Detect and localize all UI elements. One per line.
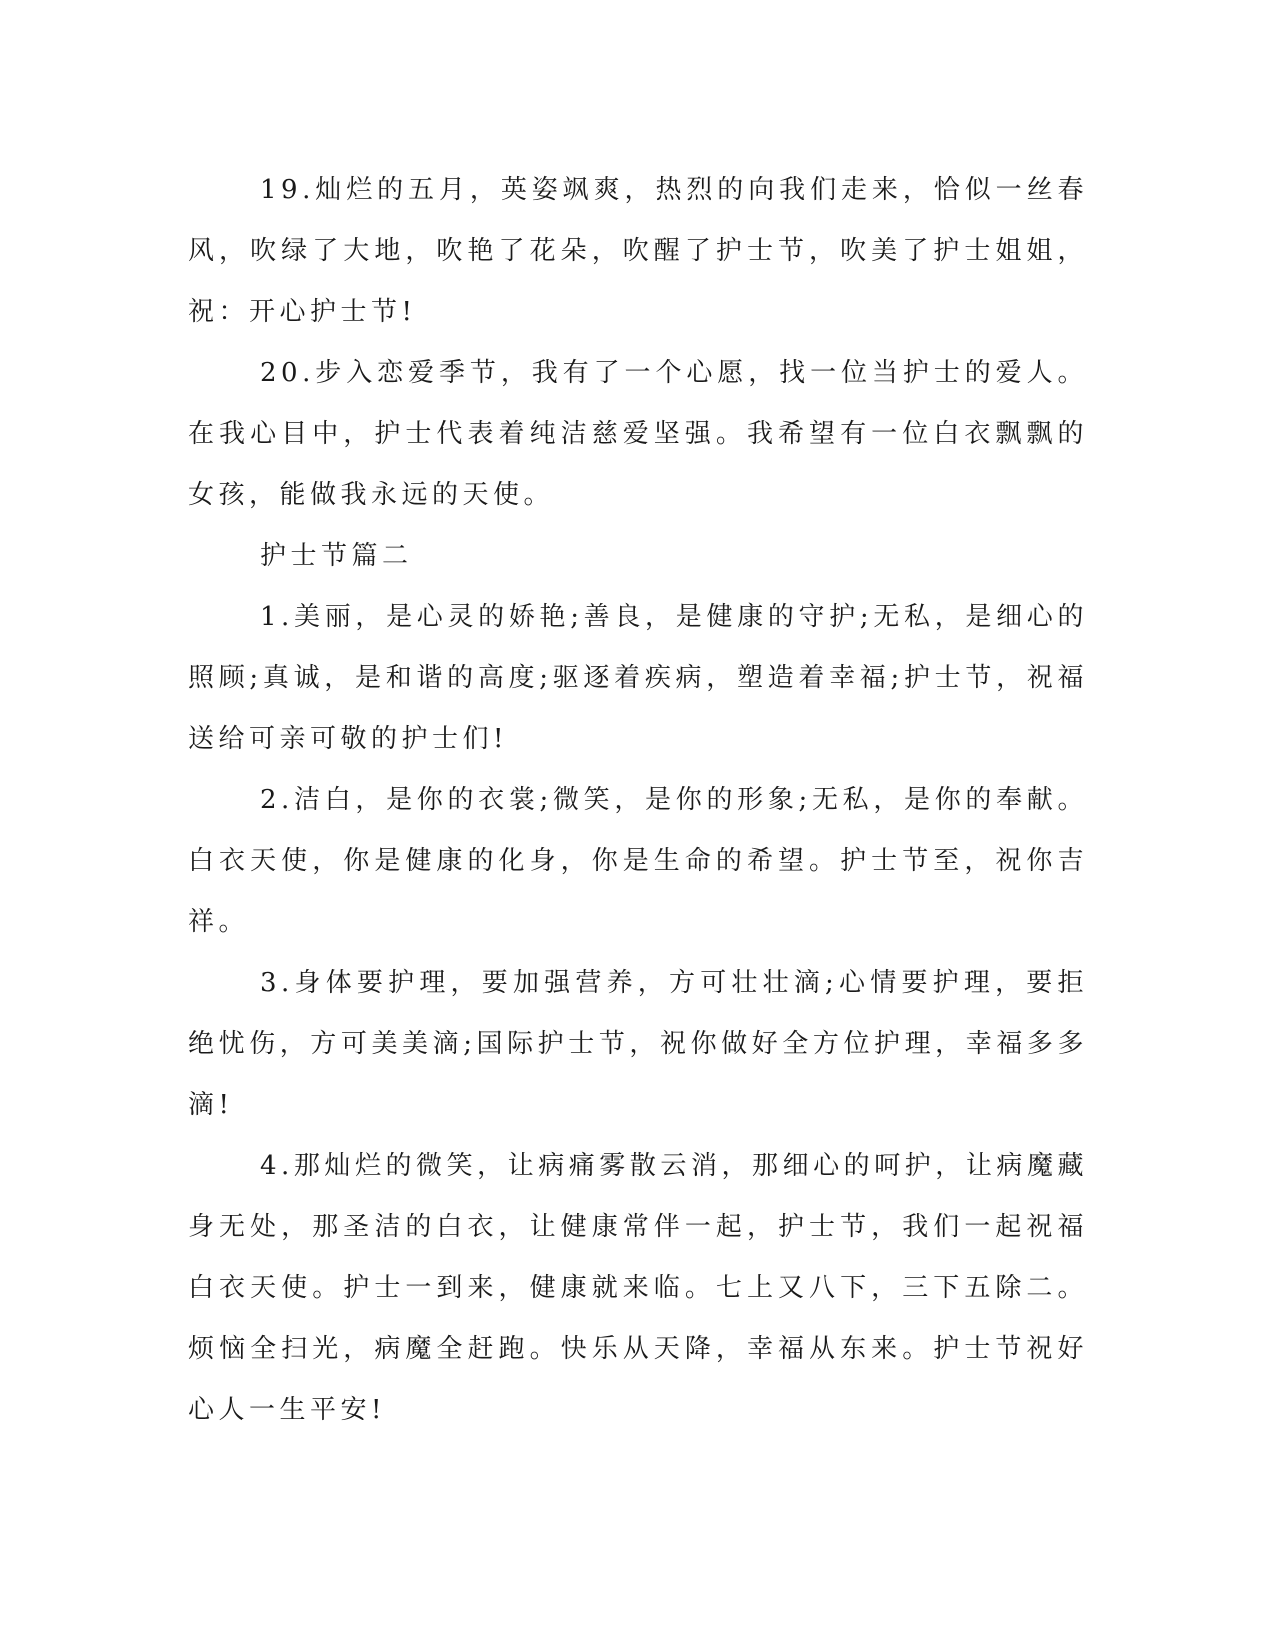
paragraph-2: 2.洁白，是你的衣裳;微笑，是你的形象;无私，是你的奉献。白衣天使，你是健康的化身，你是生命的希望。护士节至，祝你吉祥。	[188, 785, 1088, 937]
document-body	[188, 160, 1088, 1441]
paragraph-1: 1.美丽，是心灵的娇艳;善良，是健康的守护;无私，是细心的照顾;真诚，是和谐的高度;驱逐着疾病，塑造着幸福;护士节，祝福送给可亲可敬的护士们!	[188, 602, 1088, 754]
paragraph-4: 4.那灿烂的微笑，让病痛雾散云消，那细心的呵护，让病魔藏身无处，那圣洁的白衣，让健康常伴一起，护士节，我们一起祝福白衣天使。护士一到来，健康就来临。七上又八下，三下五除二。烦恼全扫光，病魔全赶跑。快乐从天降，幸福从东来。护士节祝好心人一生平安!	[188, 1151, 1088, 1425]
section-heading: 护士节篇二	[260, 541, 413, 571]
paragraph-20: 20.步入恋爱季节，我有了一个心愿，找一位当护士的爱人。在我心目中，护士代表着纯洁慈爱坚强。我希望有一位白衣飘飘的女孩，能做我永远的天使。	[188, 358, 1088, 510]
paragraph-3: 3.身体要护理，要加强营养，方可壮壮滴;心情要护理，要拒绝忧伤，方可美美滴;国际护士节，祝你做好全方位护理，幸福多多滴!	[188, 968, 1088, 1120]
paragraph-19: 19.灿烂的五月，英姿飒爽，热烈的向我们走来，恰似一丝春风，吹绿了大地，吹艳了花朵，吹醒了护士节，吹美了护士姐姐，祝：开心护士节!	[188, 175, 1088, 327]
